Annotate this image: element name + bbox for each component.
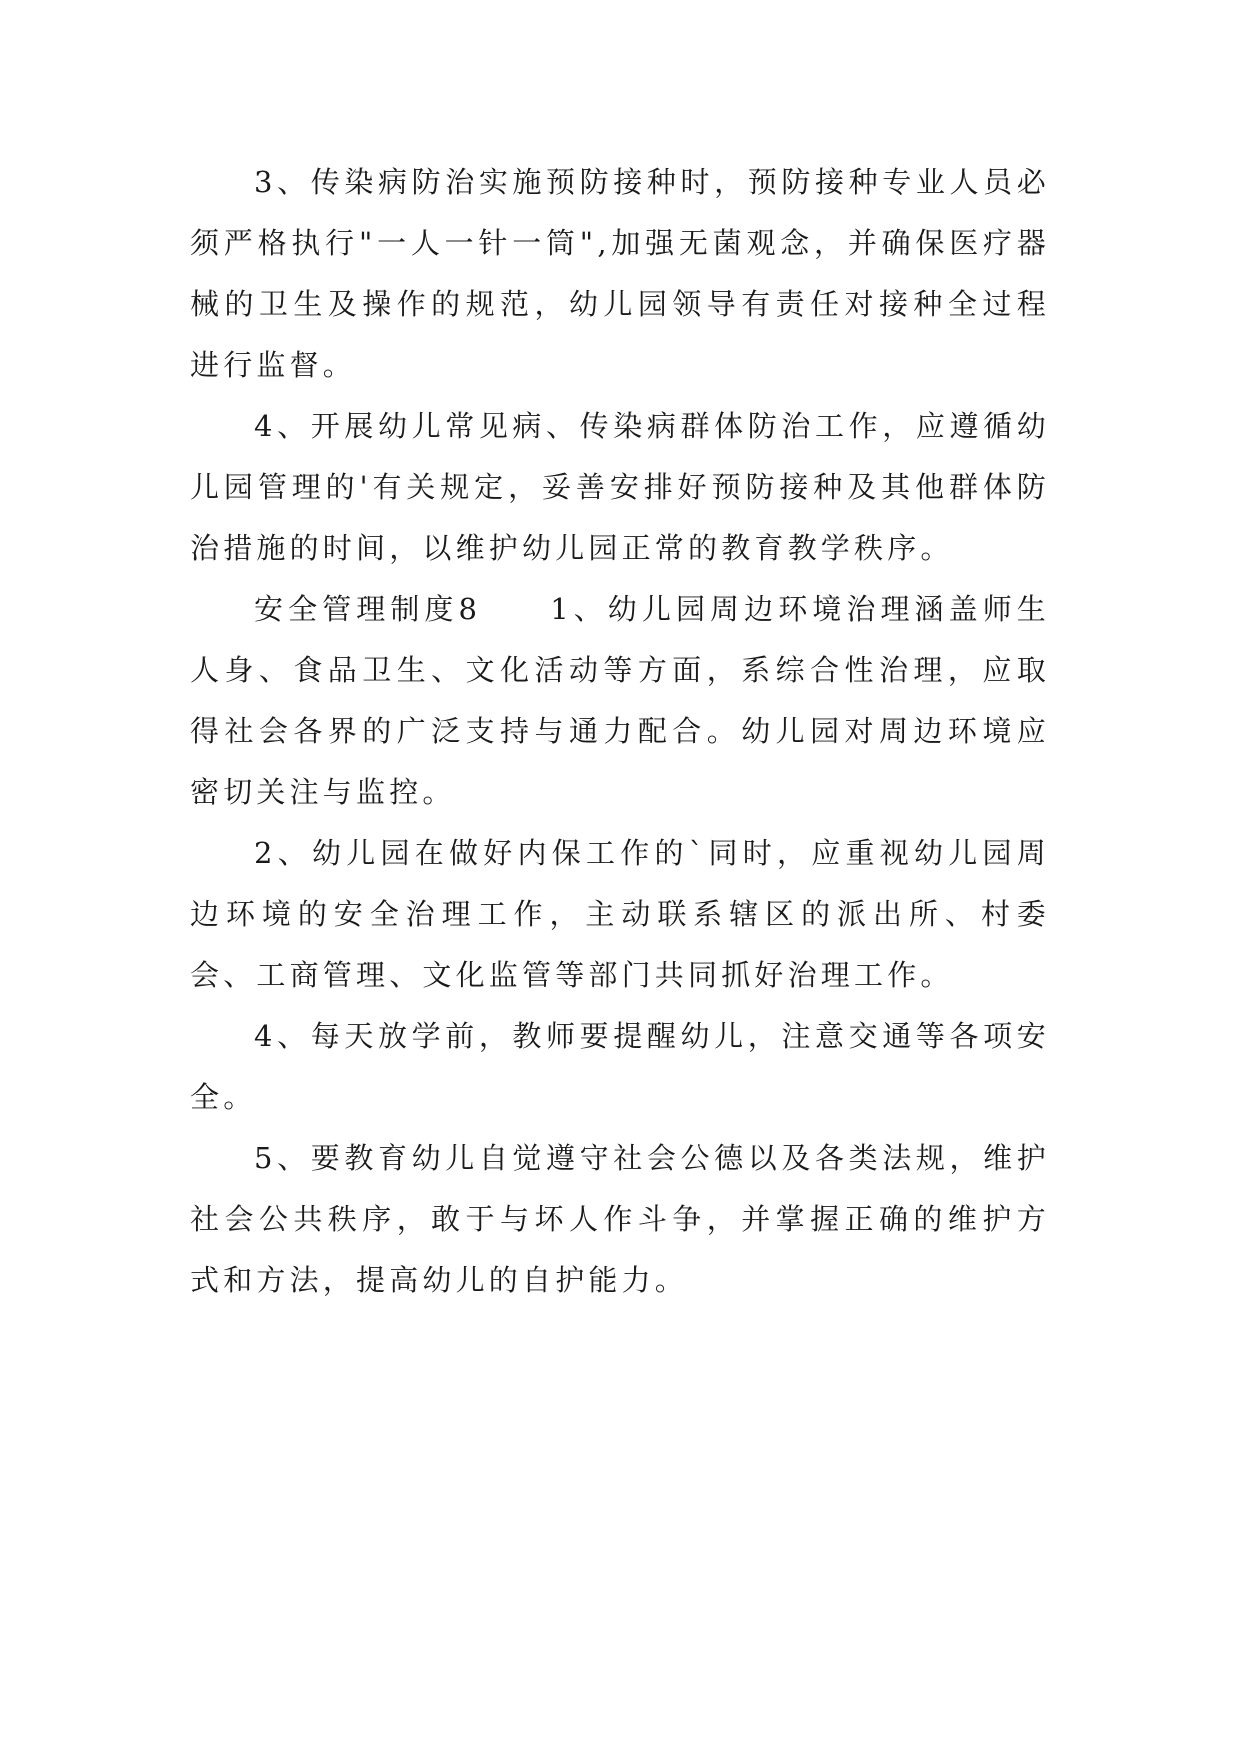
paragraph-vaccination: 3、传染病防治实施预防接种时，预防接种专业人员必须严格执行"一人一针一筒",加强无菌观念，并确保医疗器械的卫生及操作的规范，幼儿园领导有责任对接种全过程进行监督。	[190, 165, 1050, 382]
paragraph-dismissal-reminder: 4、每天放学前，教师要提醒幼儿，注意交通等各项安全。	[190, 1019, 1050, 1114]
paragraph-safety-system-8: 安全管理制度8 1、幼儿园周边环境治理涵盖师生人身、食品卫生、文化活动等方面，系综合性治理，应取得社会各界的广泛支持与通力配合。幼儿园对周边环境应密切关注与监控。	[190, 592, 1050, 809]
paragraph-internal-security: 2、幼儿园在做好内保工作的`同时，应重视幼儿园周边环境的安全治理工作，主动联系辖区的派出所、村委会、工商管理、文化监管等部门共同抓好治理工作。	[190, 836, 1050, 992]
paragraph-disease-prevention: 4、开展幼儿常见病、传染病群体防治工作，应遵循幼儿园管理的'有关规定，妥善安排好预防接种及其他群体防治措施的时间，以维护幼儿园正常的教育教学秩序。	[190, 409, 1050, 565]
paragraph-social-ethics: 5、要教育幼儿自觉遵守社会公德以及各类法规，维护社会公共秩序，敢于与坏人作斗争，并掌握正确的维护方式和方法，提高幼儿的自护能力。	[190, 1141, 1050, 1297]
document-body	[190, 152, 1050, 1311]
